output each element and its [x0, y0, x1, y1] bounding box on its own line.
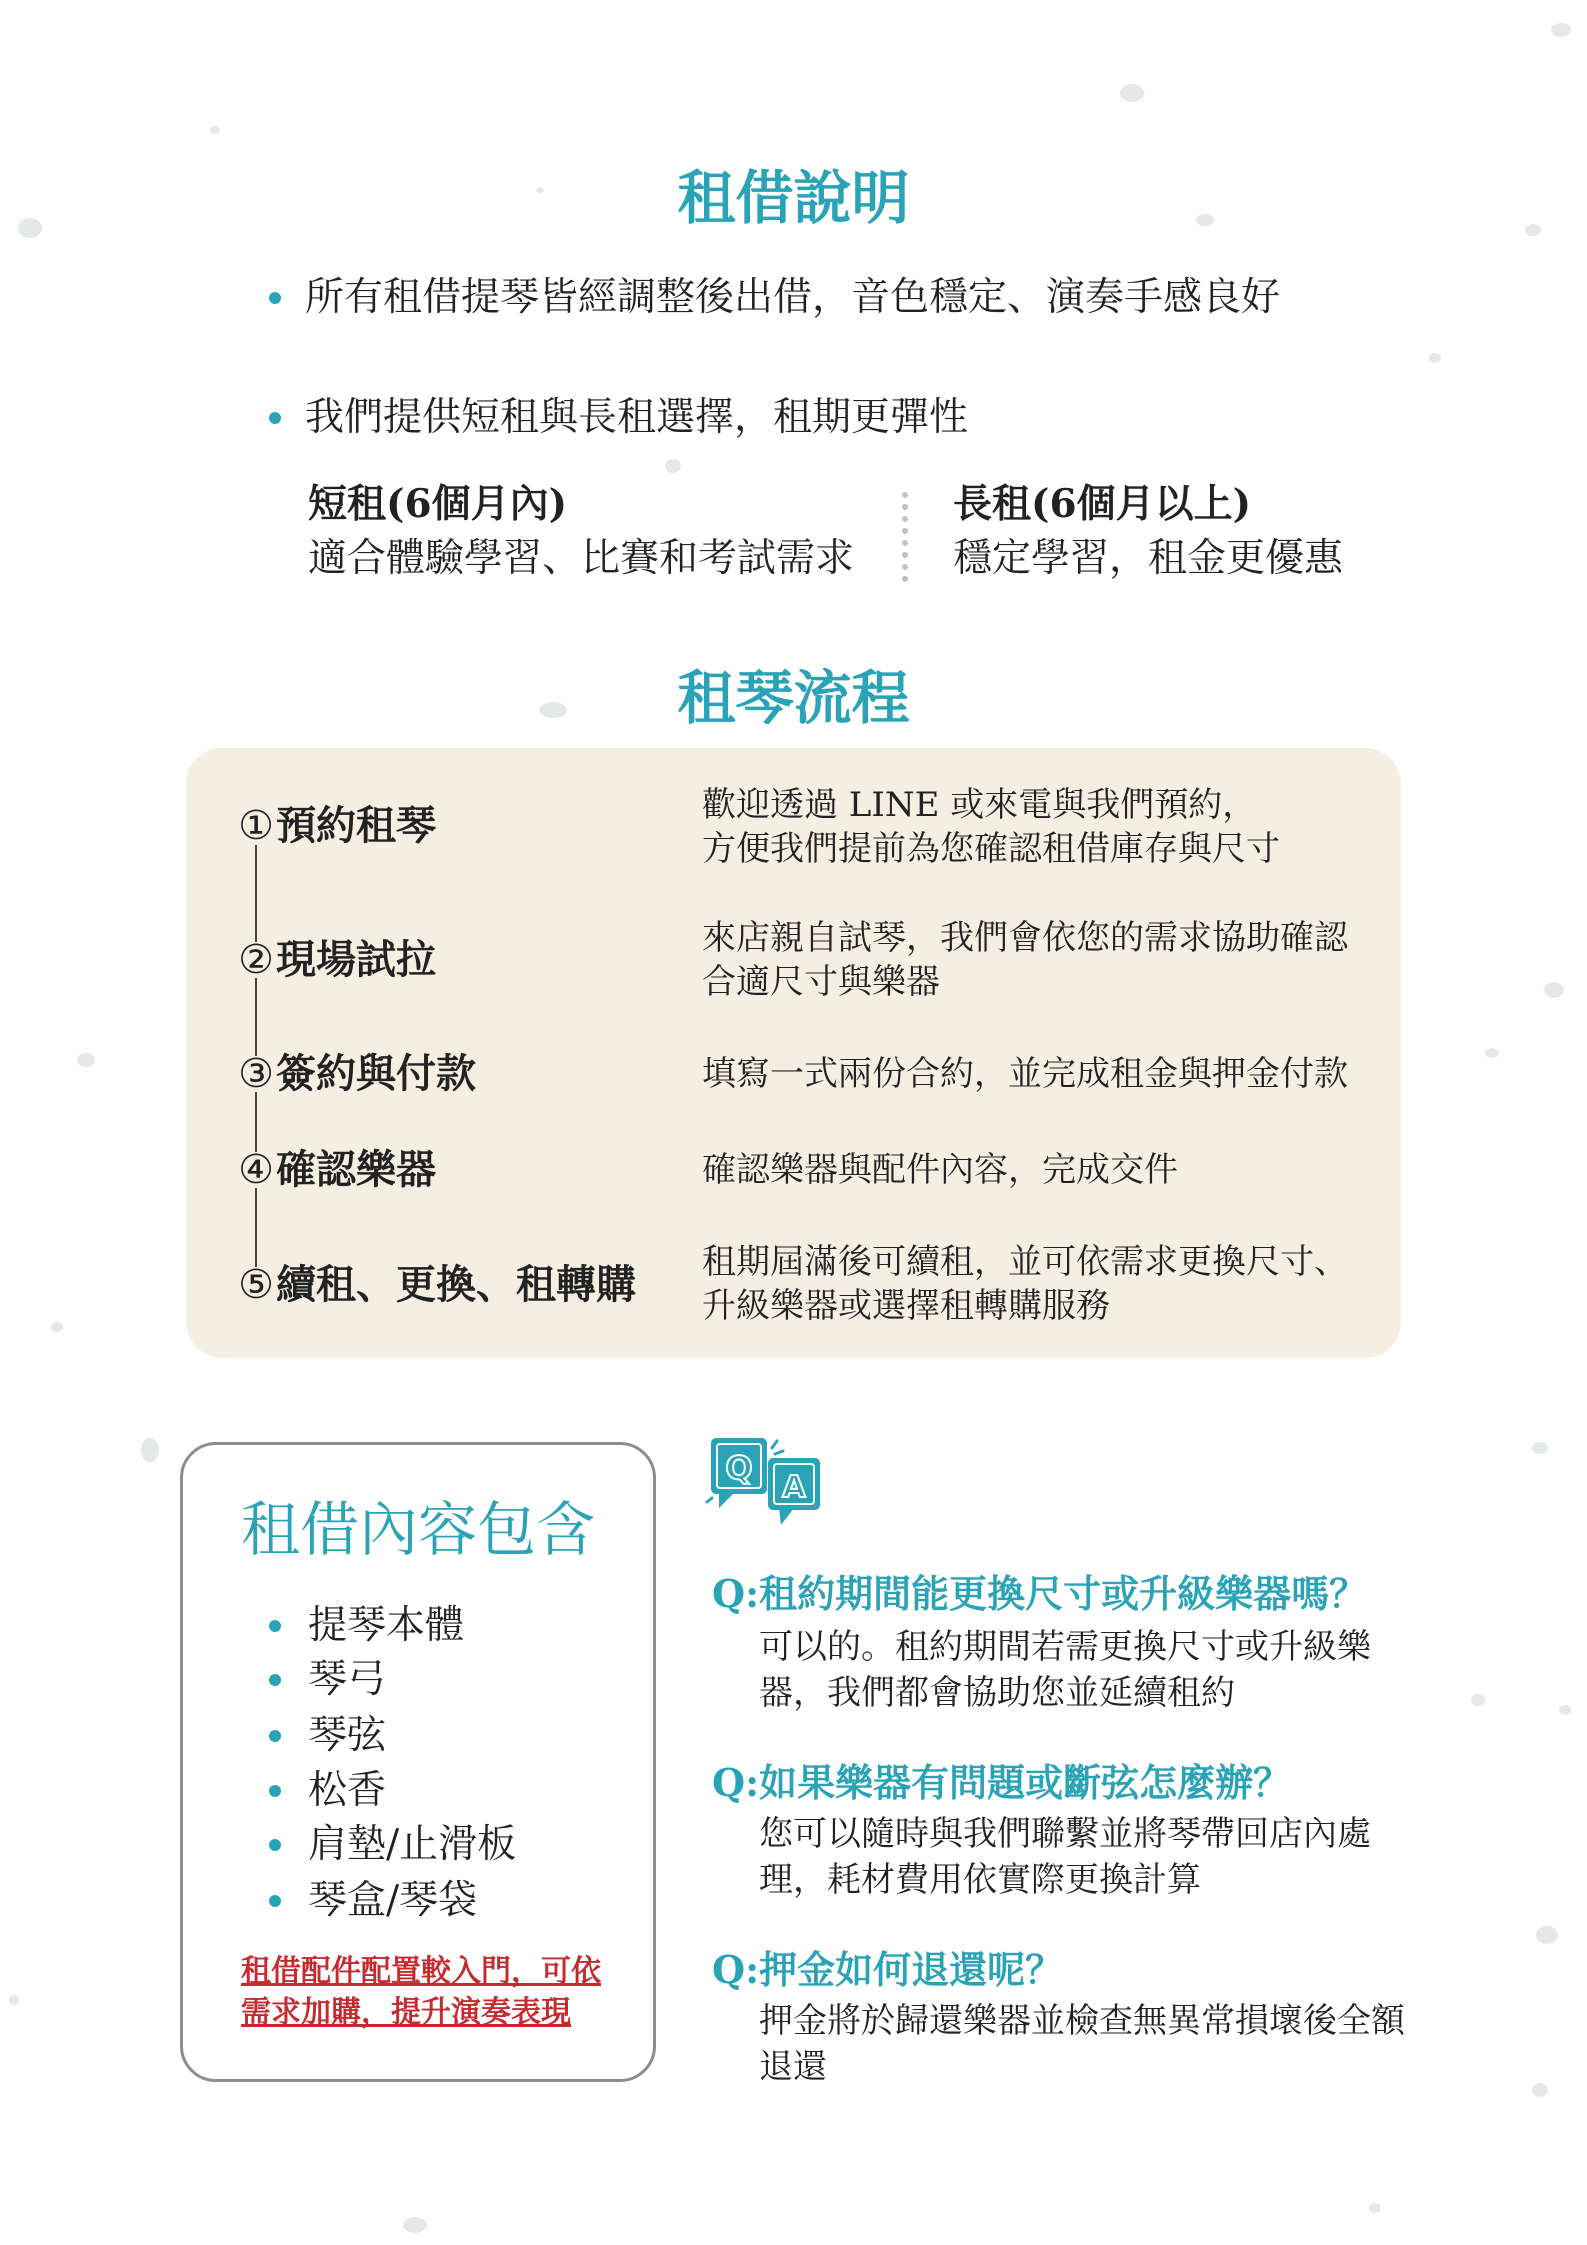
faq-answer-3: [759, 1998, 1405, 2090]
included-item: 松香: [308, 1768, 387, 1813]
faq-question-2: Q:如果樂器有問題或斷弦怎麼辦？: [712, 1760, 1292, 1805]
step-number: ⑤: [238, 1262, 274, 1308]
step-number: ②: [238, 937, 274, 983]
bullet-dot: [269, 292, 281, 304]
step-connector-line: [255, 1188, 257, 1267]
background-speckle: [1471, 1694, 1485, 1706]
step-number: ④: [238, 1147, 274, 1193]
step-5-title: [236, 1260, 636, 1310]
description-line: 合適尺寸與樂器: [702, 962, 940, 1002]
background-speckle: [51, 1322, 63, 1332]
description-line: 升級樂器或選擇租轉購服務: [702, 1286, 1110, 1326]
background-speckle: [1551, 23, 1571, 37]
info-bullet-1: 所有租借提琴皆經調整後出借，音色穩定、演奏手感良好: [305, 275, 1281, 320]
rental-info-title: 租借說明: [677, 164, 910, 232]
answer-line: 器，我們都會協助您並延續租約: [759, 1673, 1235, 1713]
faq-question-3: Q:押金如何退還呢？: [712, 1947, 1064, 1992]
a-letter: A: [782, 1470, 806, 1505]
description-line: 確認樂器與配件內容，完成交件: [702, 1150, 1178, 1190]
term-dotted-separator: [902, 492, 908, 582]
step-5-description: [702, 1240, 1348, 1328]
answer-line: 退還: [759, 2047, 827, 2087]
background-speckle: [1532, 2083, 1548, 2097]
bullet-dot: [269, 1895, 281, 1907]
step-3-title: [236, 1049, 476, 1099]
spark-line: [772, 1441, 777, 1448]
note-line: 需求加購，提升演奏表現: [241, 1995, 571, 2030]
included-item: 提琴本體: [308, 1603, 465, 1648]
step-name: 續租、更換、租轉購: [276, 1261, 636, 1308]
description-line: 歡迎透過 LINE 或來電與我們預約，: [702, 785, 1257, 825]
rental-process-title: 租琴流程: [677, 664, 910, 732]
accessory-note: [241, 1951, 601, 2033]
step-4-description: [702, 1148, 1178, 1192]
bullet-dot: [269, 1785, 281, 1797]
faq-answer-2: [759, 1811, 1371, 1903]
description-line: 填寫一式兩份合約，並完成租金與押金付款: [702, 1054, 1348, 1094]
step-3-description: [702, 1052, 1348, 1096]
step-name: 預約租琴: [276, 802, 436, 849]
step-4-title: [236, 1145, 436, 1195]
step-name: 現場試拉: [276, 936, 436, 983]
step-number: ③: [238, 1051, 274, 1097]
background-speckle: [1429, 353, 1441, 363]
background-speckle: [210, 126, 220, 134]
long-term-description: 穩定學習，租金更優惠: [953, 536, 1344, 581]
bullet-dot: [269, 1730, 281, 1742]
faq-answer-1: [759, 1624, 1371, 1716]
background-speckle: [1544, 982, 1564, 998]
question-bubble-icon: [711, 1438, 767, 1508]
included-item: 肩墊/止滑板: [308, 1822, 517, 1867]
description-line: 方便我們提前為您確認租借庫存與尺寸: [702, 829, 1280, 869]
step-name: 確認樂器: [276, 1146, 436, 1193]
background-speckle: [1369, 2203, 1381, 2213]
step-1-description: [702, 783, 1280, 871]
bullet-dot: [269, 1839, 281, 1851]
included-item: 琴弓: [308, 1657, 387, 1702]
qa-speech-bubbles-icon: [705, 1432, 830, 1532]
background-speckle: [1536, 1926, 1558, 1944]
faq-question-1: Q:租約期間能更換尺寸或升級樂器嗎？: [712, 1571, 1368, 1616]
step-1-title: [236, 801, 436, 851]
answer-bubble-icon: [768, 1458, 820, 1525]
q-letter: Q: [725, 1449, 753, 1487]
description-line: 來店親自試琴，我們會依您的需求協助確認: [702, 918, 1348, 958]
background-speckle: [665, 459, 681, 473]
step-number: ①: [238, 803, 274, 849]
background-speckle: [1559, 1705, 1571, 1715]
step-connector-line: [255, 978, 257, 1056]
answer-line: 押金將於歸還樂器並檢查無異常損壞後全額: [759, 2001, 1405, 2041]
spark-line: [707, 1498, 712, 1502]
long-term-heading: 長租(6個月以上): [953, 481, 1252, 527]
note-line: 租借配件配置較入門，可依: [241, 1954, 601, 1989]
answer-line: 可以的。租約期間若需更換尺寸或升級樂: [759, 1627, 1371, 1667]
bullet-dot: [269, 412, 281, 424]
step-2-title: [236, 935, 436, 985]
bullet-dot: [269, 1620, 281, 1632]
short-term-heading: 短租(6個月內): [308, 481, 568, 527]
background-speckle: [1532, 1442, 1548, 1454]
included-title: 租借內容包含: [241, 1495, 596, 1564]
background-speckle: [403, 2217, 427, 2233]
background-speckle: [141, 1438, 159, 1462]
spark-line: [775, 1451, 783, 1454]
info-bullet-2: 我們提供短租與長租選擇，租期更彈性: [305, 395, 969, 440]
short-term-description: 適合體驗學習、比賽和考試需求: [308, 536, 855, 581]
answer-line: 理，耗材費用依實際更換計算: [759, 1860, 1201, 1900]
step-2-description: [702, 916, 1348, 1004]
description-line: 租期屆滿後可續租，並可依需求更換尺寸、: [702, 1242, 1348, 1282]
background-speckle: [9, 1995, 19, 2005]
answer-line: 您可以隨時與我們聯繫並將琴帶回店內處: [759, 1814, 1371, 1854]
background-speckle: [1120, 84, 1144, 102]
step-name: 簽約與付款: [276, 1050, 476, 1097]
background-speckle: [77, 1053, 95, 1067]
background-speckle: [1485, 1048, 1499, 1058]
step-connector-line: [255, 1092, 257, 1152]
included-item: 琴弦: [308, 1713, 387, 1758]
included-item: 琴盒/琴袋: [308, 1878, 478, 1923]
step-connector-line: [255, 845, 257, 942]
bullet-dot: [269, 1674, 281, 1686]
